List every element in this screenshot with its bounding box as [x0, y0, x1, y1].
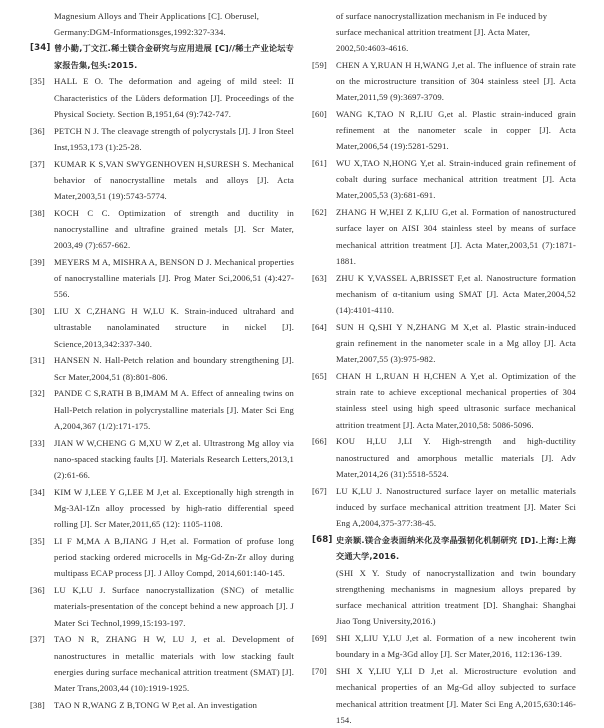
reference-continuation: surface mechanical attrition treatment [J]. Acta Mater,	[336, 27, 531, 38]
reference-text: KIM W J,LEE Y G,LEE M J,et al. Exceptionally high strength in Mg-3Al-1Zn alloy processed by high-ratio differential speed rolling [J]. Scr Mater,2011,65 (12): 1105-1108.	[54, 486, 294, 530]
reference-entry	[30, 352, 294, 384]
reference-entry	[312, 630, 576, 662]
reference-number: [38]	[30, 207, 45, 218]
reference-text: CHEN A Y,RUAN H H,WANG J,et al. The influence of strain rate on the microstructure transition of 304 stainless steel [J]. Acta Mater,2011,59 (9):3697-3709.	[336, 59, 576, 103]
reference-number: [31]	[30, 355, 45, 366]
reference-entry	[30, 697, 294, 713]
reference-number: [36]	[30, 585, 45, 596]
reference-text: (SHI X Y. Study of nanocrystallization and twin boundary strengthening mechanisms in magnesium alloys prepared by surface mechanical attrition treatment [D]. Shanghai: Shanghai Jiao Tong University,2016.)	[336, 567, 576, 627]
left-reference-column	[30, 8, 294, 713]
reference-entry	[30, 435, 294, 484]
reference-text: HALL E O. The deformation and ageing of mild steel: II Characteristics of the Lüders deformation [J]. Proceedings of the Physical Society. Section B,1951,64 (9):742-747.	[54, 76, 294, 119]
reference-entry	[312, 433, 576, 482]
reference-entry	[312, 565, 576, 630]
reference-text: SUN H Q,SHI Y N,ZHANG M X,et al. Plastic strain-induced grain refinement in the nanometer scale in a Mg alloy [J]. Acta Mater,2007,55 (3):975-982.	[336, 321, 576, 365]
reference-entry	[30, 582, 294, 631]
reference-number: [70]	[312, 666, 327, 677]
reference-number: [34]	[30, 486, 45, 497]
reference-entry	[312, 319, 576, 368]
reference-text: ZHANG H W,HEI Z K,LIU G,et al. Formation of nanostructured surface layer on AISI 304 stainless steel by means of surface mechanical attrition treatment [J]. Acta Mater,2003,51 (7):1871-1881.	[336, 207, 576, 266]
reference-number: [36]	[30, 125, 45, 136]
reference-text: 史亲颖.镁合金表面纳米化及孪晶强韧化机制研究 [D].上海:上海交通大学,2016.	[336, 534, 576, 562]
reference-number: [32]	[30, 388, 45, 399]
reference-continuation: 2002,50:4603-4616.	[336, 43, 409, 54]
reference-number: [37]	[30, 158, 45, 169]
reference-text: KUMAR K S,VAN SWYGENHOVEN H,SURESH S. Mechanical behavior of nanocrystalline metals and alloys [J]. Acta Mater,2003,51 (19):5743-5774.	[54, 158, 294, 202]
reference-entry	[30, 123, 294, 155]
reference-text: KOU H,LU J,LI Y. High-strength and high-ductility nanostructured and amorphous metallic materials [J]. Adv Mater,2014,26 (31):5518-5524.	[336, 436, 576, 479]
reference-entry	[312, 106, 576, 155]
reference-number: [34]	[30, 43, 51, 54]
reference-entry	[312, 57, 576, 106]
reference-number: [65]	[312, 371, 327, 382]
reference-entry	[312, 483, 576, 532]
reference-entry	[30, 254, 294, 303]
reference-text: PANDE C S,RATH B B,IMAM M A. Effect of annealing twins on Hall-Petch relation in polycrystalline materials [J]. Mater Sci Eng A,2004,367 (1/2):171-175.	[54, 388, 294, 431]
reference-number: [60]	[312, 108, 327, 119]
reference-text: 曾小勤,丁文江.稀土镁合金研究与应用进展 [C]//稀土产业论坛专家报告集,包头:2015.	[54, 43, 294, 70]
reference-entry	[30, 533, 294, 582]
reference-entry	[30, 73, 294, 122]
reference-text: TAO N R,WANG Z B,TONG W P,et al. An investigation	[54, 699, 258, 710]
reference-text: MEYERS M A, MISHRA A, BENSON D J. Mechanical properties of nanocrystalline materials [J]. Prog Mater Sci,2006,51 (4):427-556.	[54, 257, 294, 300]
reference-number: [68]	[312, 534, 333, 545]
reference-text: TAO N R, ZHANG H W, LU J, et al. Development of nanostructures in metallic materials with low stacking fault energies during surface mechanical attrition treatment (SMAT) [J]. Mater Trans,2003,44 (10):1919-1925.	[54, 634, 294, 694]
reference-number: [37]	[30, 634, 45, 645]
reference-entry	[30, 156, 294, 205]
reference-entry	[30, 40, 294, 72]
reference-entry	[30, 205, 294, 254]
reference-number: [64]	[312, 321, 327, 332]
reference-entry	[312, 155, 576, 204]
reference-entry	[312, 368, 576, 433]
reference-number: [66]	[312, 436, 327, 447]
reference-text: JIAN W W,CHENG G M,XU W Z,et al. Ultrastrong Mg alloy via nano-spaced stacking faults [J]. Materials Research Letters,2013,1 (2):61-66.	[54, 437, 294, 481]
reference-number: [62]	[312, 207, 327, 218]
reference-number: [61]	[312, 158, 327, 169]
reference-number: [38]	[30, 699, 45, 710]
reference-continuation: Magnesium Alloys and Their Applications [C]. Oberusel,	[54, 11, 260, 21]
reference-text: HANSEN N. Hall-Petch relation and boundary strengthening [J]. Scr Mater,2004,51 (8):801-806.	[54, 355, 294, 382]
reference-text: WANG K,TAO N R,LIU G,et al. Plastic strain-induced grain refinement at the nanometer scale in copper [J]. Acta Mater,2006,54 (19):5281-5291.	[336, 108, 576, 152]
reference-text: LI F M,MA A B,JIANG J H,et al. Formation of profuse long period stacking ordered microcells in Mg-Gd-Zn-Zr alloy during multipass ECAP process [J]. J Alloy Compd, 2014,601:140-145.	[54, 536, 294, 579]
reference-text: WU X,TAO N,HONG Y,et al. Strain-induced grain refinement of cobalt during surface mechanical attrition treatment [J]. Acta Mater,2005,53 (3):681-691.	[336, 158, 576, 201]
reference-entry	[312, 204, 576, 269]
reference-continuation: of surface nanocrystallization mechanism in Fe induced by	[336, 11, 548, 21]
reference-number: [33]	[30, 437, 45, 448]
reference-number: [63]	[312, 272, 327, 283]
reference-entry	[312, 270, 576, 319]
reference-continuation: Germany:DGM-Informationsges,1992:327-334.	[54, 27, 226, 38]
reference-entry	[312, 663, 576, 728]
reference-number: [69]	[312, 633, 327, 644]
reference-text: PETCH N J. The cleavage strength of polycrystals [J]. J Iron Steel Inst,1953,173 (1):25-28.	[54, 125, 294, 152]
reference-entry	[30, 484, 294, 533]
right-reference-column	[312, 8, 576, 728]
reference-number: [39]	[30, 257, 45, 268]
reference-text: SHI X,LIU Y,LU J,et al. Formation of a new incoherent twin boundary in a Mg-3Gd alloy [J]. Scr Mater,2016, 112:136-139.	[336, 633, 576, 660]
reference-text: CHAN H L,RUAN H H,CHEN A Y,et al. Optimization of the strain rate to achieve exceptional mechanical properties of 304 stainless steel using high speed ultrasonic surface mechanical attrition treatment [J]. Acta Mater,2010,58: 5086-5096.	[336, 371, 576, 430]
reference-number: [35]	[30, 76, 45, 87]
reference-number: [30]	[30, 306, 45, 317]
reference-number: [35]	[30, 536, 45, 547]
reference-text: KOCH C C. Optimization of strength and ductility in nanocrystalline and ultrafine grained metals [J]. Scr Mater, 2003,49 (7):657-662.	[54, 207, 294, 251]
reference-text: ZHU K Y,VASSEL A,BRISSET F,et al. Nanostructure formation mechanism of α-titanium using SMAT [J]. Acta Mater,2004,52 (14):4101-4110.	[336, 272, 576, 316]
reference-text: LU K,LU J. Surface nanocrystallization (SNC) of metallic materials-presentation of the concept behind a new approach [J]. J Mater Sci Technol,1999,15:193-197.	[54, 585, 294, 628]
reference-text: LU K,LU J. Nanostructured surface layer on metallic materials induced by surface mechanical attrition treatment [J]. Mater Sci Eng A,2004,375-377:38-45.	[336, 485, 576, 529]
reference-number: [59]	[312, 59, 327, 70]
reference-entry	[30, 631, 294, 696]
reference-entry	[30, 303, 294, 352]
reference-entry	[30, 385, 294, 434]
reference-text: LIU X C,ZHANG H W,LU K. Strain-induced ultrahard and ultrastable nanolaminated structure in nickel [J]. Science,2013,342:337-340.	[54, 306, 294, 349]
reference-text: SHI X Y,LIU Y,LI D J,et al. Microstructure evolution and mechanical properties of an Mg-Gd alloy subjected to surface mechanical attrition treatment [J]. Mater Sci Eng A,2015,630:146-154.	[336, 666, 576, 725]
reference-entry	[312, 532, 576, 564]
reference-number: [67]	[312, 485, 327, 496]
